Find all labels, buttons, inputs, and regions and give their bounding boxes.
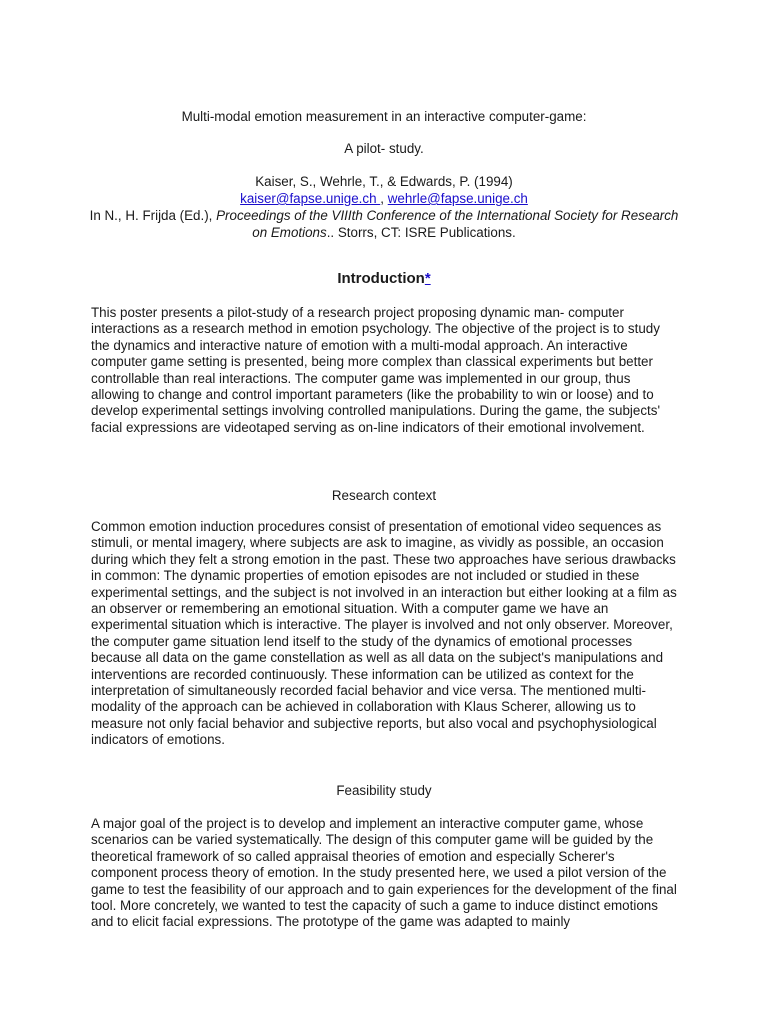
- email-link-kaiser[interactable]: kaiser@fapse.unige.ch: [240, 191, 381, 206]
- citation-line: [89, 207, 679, 241]
- feasibility-study-paragraph: A major goal of the project is to develop and implement an interactive computer game, whose scenarios can be varied systematically. The design of this computer game will be guided by the theoretical framework of so called appraisal theories of emotion and especially Scherer's component process theory of emotion. In the study presented here, we used a pilot version of the game to test the feasibility of our approach and to gain experiences for the development of the final tool. More concretely, we wanted to test the capacity of such a game to induce distinct emotions and to elicit facial expressions. The prototype of the game was adapted to mainly: [91, 816, 677, 930]
- citation-suffix: .. Storrs, CT: ISRE Publications.: [326, 225, 516, 240]
- section-heading-introduction: [0, 271, 768, 287]
- email-link-wehrle[interactable]: wehrle@fapse.unige.ch: [387, 191, 528, 206]
- footnote-link[interactable]: *: [424, 270, 431, 287]
- authors-line: Kaiser, S., Wehrle, T., & Edwards, P. (1994): [255, 174, 513, 189]
- emails-line: [0, 190, 768, 207]
- section-heading-research-context: Research context: [331, 488, 437, 503]
- section-heading-feasibility-study: Feasibility study: [336, 783, 432, 798]
- paper-title: Multi-modal emotion measurement in an interactive computer-game:: [181, 109, 587, 124]
- citation-proceedings: Proceedings of the VIIIth Conference of the International Society for Research on Emotions: [216, 208, 679, 240]
- introduction-paragraph: This poster presents a pilot-study of a research project proposing dynamic man- computer interactions as a research method in emotion psychology. The objective of the project is to study the dynamics and interactive nature of emotion with a multi-modal approach. An interactive computer game setting is presented, being more complex than classical experiments but better controllable than real interactions. The computer game was implemented in our group, thus allowing to change and control important parameters (like the probability to win or loose) and to develop experimental settings involving controlled manipulations. During the game, the subjects' facial expressions are videotaped serving as on-line indicators of their emotional involvement.: [91, 305, 661, 435]
- introduction-heading-text: Introduction: [337, 270, 425, 287]
- author-block: [0, 173, 768, 241]
- citation-prefix: In N., H. Frijda (Ed.),: [89, 208, 217, 223]
- email-separator: ,: [380, 191, 388, 206]
- research-context-paragraph: Common emotion induction procedures consist of presentation of emotional video sequences as stimuli, or mental imagery, where subjects are ask to imagine, as vividly as possible, an occasion during which they felt a strong emotion in the past. These two approaches have serious drawbacks in common: The dynamic properties of emotion episodes are not included or studied in these experimental settings, and the subject is not involved in an interaction but either looking at a film as an observer or remembering an emotional situation. With a computer game we have an experimental situation which is interactive. The player is involved and not only observer. Moreover, the computer game situation lend itself to the study of the dynamics of emotional processes because all data on the game constellation as well as all data on the subject's manipulations and interventions are recorded continuously. These information can be utilized as context for the interpretation of simultaneously recorded facial behavior and vice versa. The mentioned multi- modality of the approach can be achieved in collaboration with Klaus Scherer, allowing us to measure not only facial behavior and subjective reports, but also vocal and psychophysiological indicators of emotions.: [91, 519, 677, 748]
- paper-subtitle: A pilot- study.: [344, 141, 424, 156]
